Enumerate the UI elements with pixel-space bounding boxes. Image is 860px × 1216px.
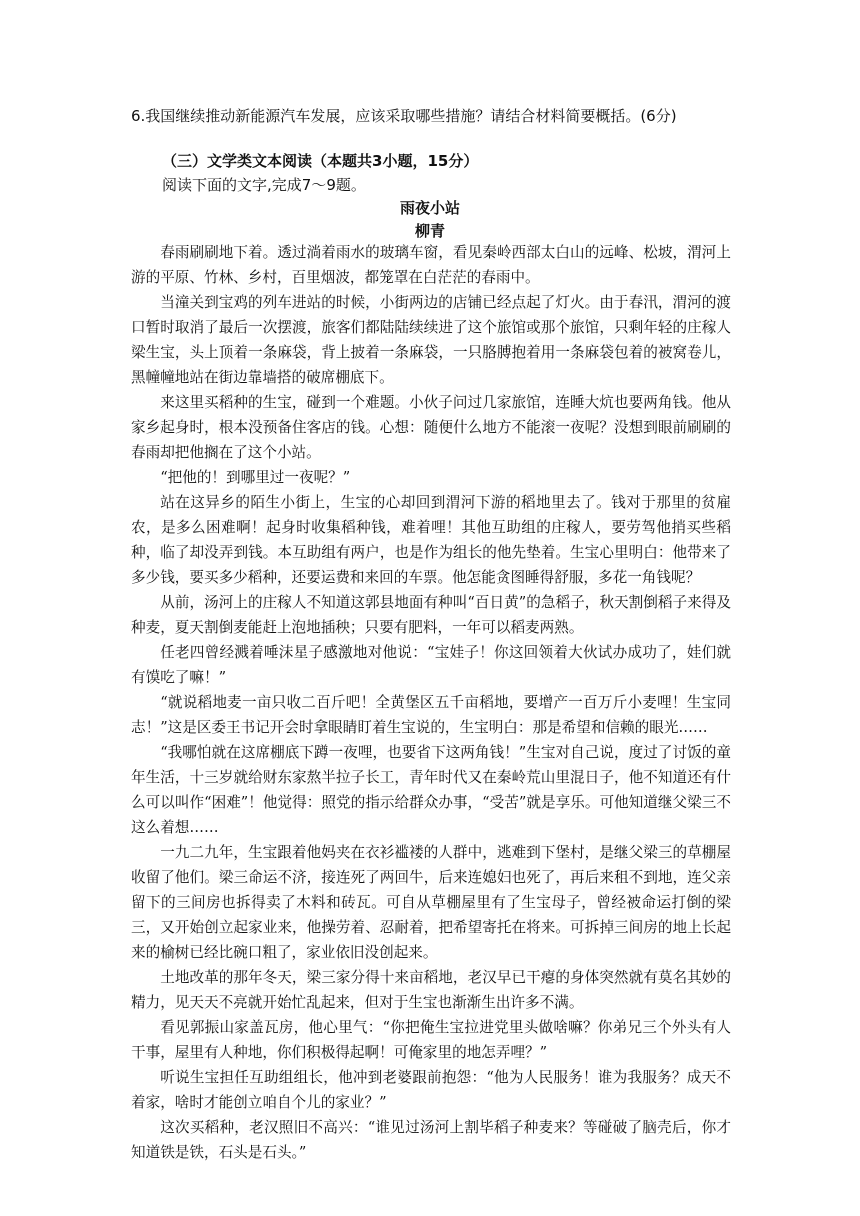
paragraph: 站在这异乡的陌生小街上，生宝的心却回到渭河下游的稻地里去了。钱对于那里的贫雇农，是多么困难啊！起身时收集稻种钱，难着哩！其他互助组的庄稼人，要劳驾他捎买些稻种，临了却没弄到钱。本互助组有两户，也是作为组长的他先垫着。生宝心里明白：他带来了多少钱，要买多少稻种，还要运费和来回的车票。他怎能贪图睡得舒服，多花一角钱呢？	[131, 494, 731, 586]
paragraph: “把他的！到哪里过一夜呢？”	[160, 469, 351, 486]
reading-instruction: 阅读下面的文字,完成7～9题。	[162, 176, 366, 194]
paragraph: 当潼关到宝鸡的列车进站的时候，小街两边的店铺已经点起了灯火。由于春汛，渭河的渡口暂时取消了最后一次摆渡，旅客们都陆陆续续进了这个旅馆或那个旅馆，只剩年轻的庄稼人梁生宝，头上顶着一条麻袋，背上披着一条麻袋，一只胳膊抱着用一条麻袋包着的被窝卷儿，黑幢幢地站在街边靠墙搭的破席棚底下。	[131, 294, 731, 386]
paragraph: 听说生宝担任互助组组长，他冲到老婆跟前抱怨：“他为人民服务！谁为我服务？成天不着家，啥时才能创立咱自个儿的家业？”	[131, 1069, 731, 1111]
paragraph: 这次买稻种，老汉照旧不高兴：“谁见过汤河上割毕稻子种麦来？等碰破了脑壳后，你才知道铁是铁，石头是石头。”	[131, 1119, 731, 1161]
paragraph: 从前，汤河上的庄稼人不知道这郭县地面有种叫“百日黄”的急稻子，秋天割倒稻子来得及种麦，夏天割倒麦能赶上泡地插秧；只要有肥料，一年可以稻麦两熟。	[131, 594, 731, 636]
paragraph: 看见郭振山家盖瓦房，他心里气：“你把俺生宝拉进党里头做啥嘛？你弟兄三个外头有人干事，屋里有人种地，你们积极得起啊！可俺家里的地怎弄哩？”	[131, 1019, 731, 1061]
paragraph: 来这里买稻种的生宝，碰到一个难题。小伙子问过几家旅馆，连睡大炕也要两角钱。他从家乡起身时，根本没预备住客店的钱。心想：随便什么地方不能滚一夜呢？没想到眼前刷刷的春雨却把他搁在了这个小站。	[131, 394, 731, 461]
paragraph: 一九二九年，生宝跟着他妈夹在衣衫褴褛的人群中，逃难到下堡村，是继父梁三的草棚屋收留了他们。梁三命运不济，接连死了两回牛，后来连媳妇也死了，再后来租不到地，连父亲留下的三间房也拆得卖了木料和砖瓦。可自从草棚屋里有了生宝母子，曾经被命运打倒的梁三，又开始创立起家业来，他操劳着、忍耐着，把希望寄托在将来。可拆掉三间房的地上长起来的榆树已经比碗口粗了，家业依旧没创起来。	[131, 844, 731, 961]
paragraph: 春雨刷刷地下着。透过淌着雨水的玻璃车窗，看见秦岭西部太白山的远峰、松坡，渭河上游的平原、竹林、乡村，百里烟波，都笼罩在白茫茫的春雨中。	[131, 244, 731, 286]
story-body	[131, 240, 731, 1165]
section-heading: （三）文学类文本阅读（本题共3小题，15分）	[162, 152, 479, 170]
story-title: 雨夜小站	[399, 199, 460, 217]
paragraph: 任老四曾经溅着唾沫星子感激地对他说：“宝娃子！你这回领着大伙试办成功了，娃们就有馍吃了嘛！”	[131, 644, 731, 686]
paragraph: 土地改革的那年冬天，梁三家分得十来亩稻地，老汉早已干瘪的身体突然就有莫名其妙的精力，见天天不亮就开始忙乱起来，但对于生宝也渐渐生出许多不满。	[131, 969, 731, 1011]
paragraph: “就说稻地麦一亩只收二百斤吧！全黄堡区五千亩稻地，要增产一百万斤小麦哩！生宝同志！”这是区委王书记开会时拿眼睛盯着生宝说的，生宝明白：那是希望和信赖的眼光……	[131, 694, 731, 736]
story-author: 柳青	[414, 222, 445, 240]
question-6: 6.我国继续推动新能源汽车发展，应该采取哪些措施？请结合材料简要概括。(6分)	[131, 107, 677, 125]
paragraph: “我哪怕就在这席棚底下蹲一夜哩，也要省下这两角钱！”生宝对自己说，度过了讨饭的童年生活，十三岁就给财东家熬半拉子长工，青年时代又在秦岭荒山里混日子，他不知道还有什么可以叫作“困难”！他觉得：照党的指示给群众办事，“受苦”就是享乐。可他知道继父梁三不这么着想……	[131, 744, 731, 836]
